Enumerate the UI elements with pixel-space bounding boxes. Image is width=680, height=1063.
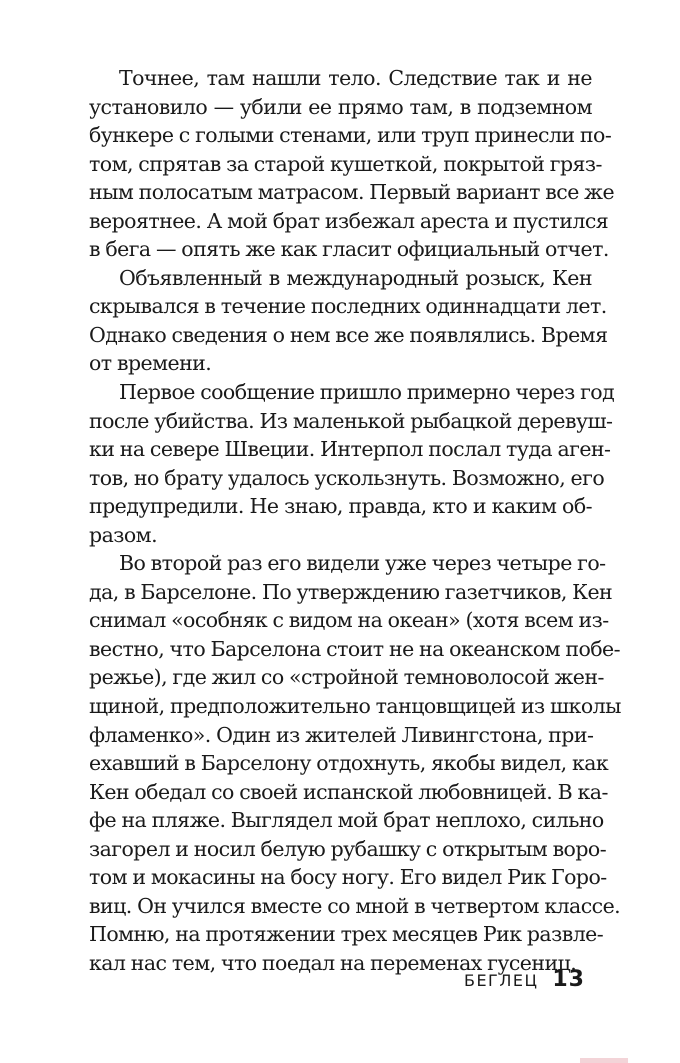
text-line: разом. — [89, 522, 158, 547]
text-line: скрывался в течение последних одиннадцати лет. — [89, 294, 607, 319]
text-line: установило — убили ее прямо там, в подземном — [89, 94, 592, 119]
text-line: предупредили. Не знаю, правда, кто и каким об- — [89, 494, 592, 519]
text-line: загорел и носил белую рубашку с открытым воро- — [89, 836, 607, 861]
text-line: после убийства. Из маленькой рыбацкой деревуш- — [89, 408, 613, 433]
paragraph-3 — [89, 378, 615, 549]
text-line: Однако сведения о нем все же появлялись. Время — [89, 322, 608, 347]
text-line: снимал «особняк с видом на океан» (хотя всем из- — [89, 608, 609, 633]
text-line: ехавший в Барселону отдохнуть, якобы видел, как — [89, 751, 609, 776]
text-line: в бега — опять же как гласит официальный отчет. — [89, 237, 609, 262]
text-line: Первое сообщение пришло примерно через год — [119, 380, 615, 405]
text-line: тов, но брату удалось ускользнуть. Возможно, его — [89, 465, 605, 490]
text-line: фе на пляже. Выглядел мой брат неплохо, сильно — [89, 808, 604, 833]
text-line: фламенко». Один из жителей Ливингстона, при- — [89, 722, 594, 747]
text-line: от времени. — [89, 351, 212, 376]
scan-edge-mark — [580, 1058, 628, 1063]
page-body — [89, 64, 621, 978]
text-line: вероятнее. А мой брат избежал ареста и пустился — [89, 208, 609, 233]
text-line: том и мокасины на босу ногу. Его видел Рик Горо- — [89, 865, 607, 890]
text-line: Объявленный в международный розыск, Кен — [119, 265, 592, 290]
text-line: щиной, предположительно танцовщицей из школы — [89, 694, 621, 719]
paragraph-4 — [89, 549, 621, 977]
running-head: БЕГЛЕЦ — [463, 971, 539, 990]
text-line: Точнее, там нашли тело. Следствие так и не — [119, 66, 592, 90]
text-line: ки на севере Швеции. Интерпол послал туда аген- — [89, 437, 611, 462]
text-line: бункере с голыми стенами, или труп принесли по- — [89, 123, 612, 148]
text-line: Во второй раз его видели уже через четыре го- — [119, 551, 606, 576]
text-line: Кен обедал со своей испанской любовницей. В ка- — [89, 779, 608, 804]
text-line: виц. Он учился вместе со мной в четвертом классе. — [89, 893, 621, 918]
text-line: да, в Барселоне. По утверждению газетчиков, Кен — [89, 579, 613, 604]
page-footer — [464, 967, 585, 992]
text-line: ным полосатым матрасом. Первый вариант все же — [89, 180, 615, 205]
text-line: вестно, что Барселона стоит не на океанском побе- — [89, 636, 620, 661]
paragraph-1 — [89, 64, 615, 264]
text-line: том, спрятав за старой кушеткой, покрытой гряз- — [89, 151, 602, 176]
text-line: Помню, на протяжении трех месяцев Рик развле- — [89, 922, 604, 947]
page-number: 13 — [552, 967, 585, 992]
paragraph-2 — [89, 264, 608, 378]
text-line: режье), где жил со «стройной темноволосой жен- — [89, 665, 604, 690]
text-line: кал нас тем, что поедал на переменах гусениц. — [89, 950, 577, 975]
